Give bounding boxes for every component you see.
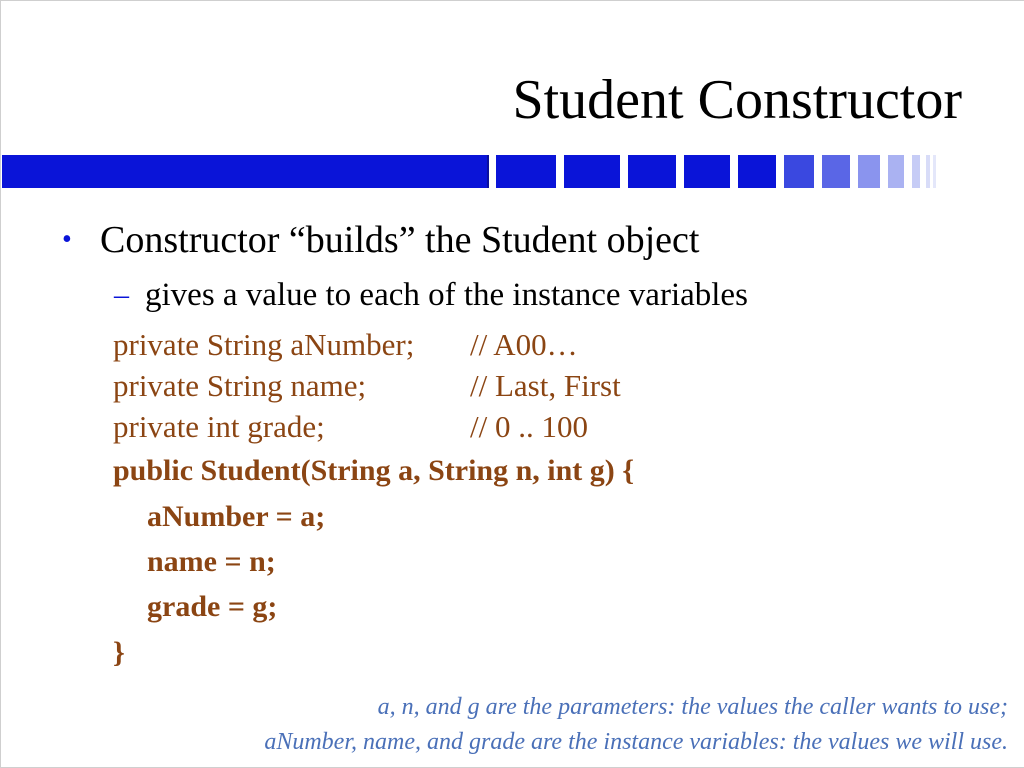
constructor-statement: name = n; — [147, 545, 276, 578]
decoration-block — [564, 155, 620, 188]
slide-border-top — [0, 0, 1024, 1]
footnote-parameters: a, n, and g are the parameters: the values the caller wants to use; — [377, 694, 1008, 720]
constructor-signature: public Student(String a, String n, int g) { — [113, 454, 635, 487]
decoration-block — [822, 155, 850, 188]
declaration-comment: // Last, First — [470, 368, 621, 403]
decoration-block — [926, 155, 930, 188]
decoration-block — [858, 155, 880, 188]
decoration-block — [628, 155, 676, 188]
title-decoration-bar — [0, 155, 1024, 188]
sub-bullet-text: gives a value to each of the instance variables — [145, 277, 748, 313]
slide-border-left — [0, 0, 1, 768]
bullet-marker: • — [62, 224, 72, 255]
constructor-statement: aNumber = a; — [147, 500, 326, 533]
decoration-block — [888, 155, 904, 188]
decoration-block — [684, 155, 730, 188]
declaration-code: private String aNumber; — [113, 327, 415, 362]
constructor-statement: grade = g; — [147, 590, 278, 623]
declaration-comment: // A00… — [470, 327, 578, 362]
decoration-block — [912, 155, 920, 188]
footnote-instance-variables: aNumber, name, and grade are the instance variables: the values we will use. — [264, 729, 1008, 755]
decoration-bar-long — [2, 155, 489, 188]
sub-bullet-marker: – — [114, 278, 129, 311]
bullet-text: Constructor “builds” the Student object — [100, 219, 700, 261]
declaration-code: private String name; — [113, 368, 367, 403]
declaration-code: private int grade; — [113, 409, 325, 444]
constructor-closing-brace: } — [113, 636, 125, 669]
decoration-block — [496, 155, 556, 188]
decoration-block — [738, 155, 776, 188]
declaration-comment: // 0 .. 100 — [470, 409, 588, 444]
slide-title: Student Constructor — [512, 69, 962, 131]
decoration-block — [784, 155, 814, 188]
decoration-block — [933, 155, 936, 188]
